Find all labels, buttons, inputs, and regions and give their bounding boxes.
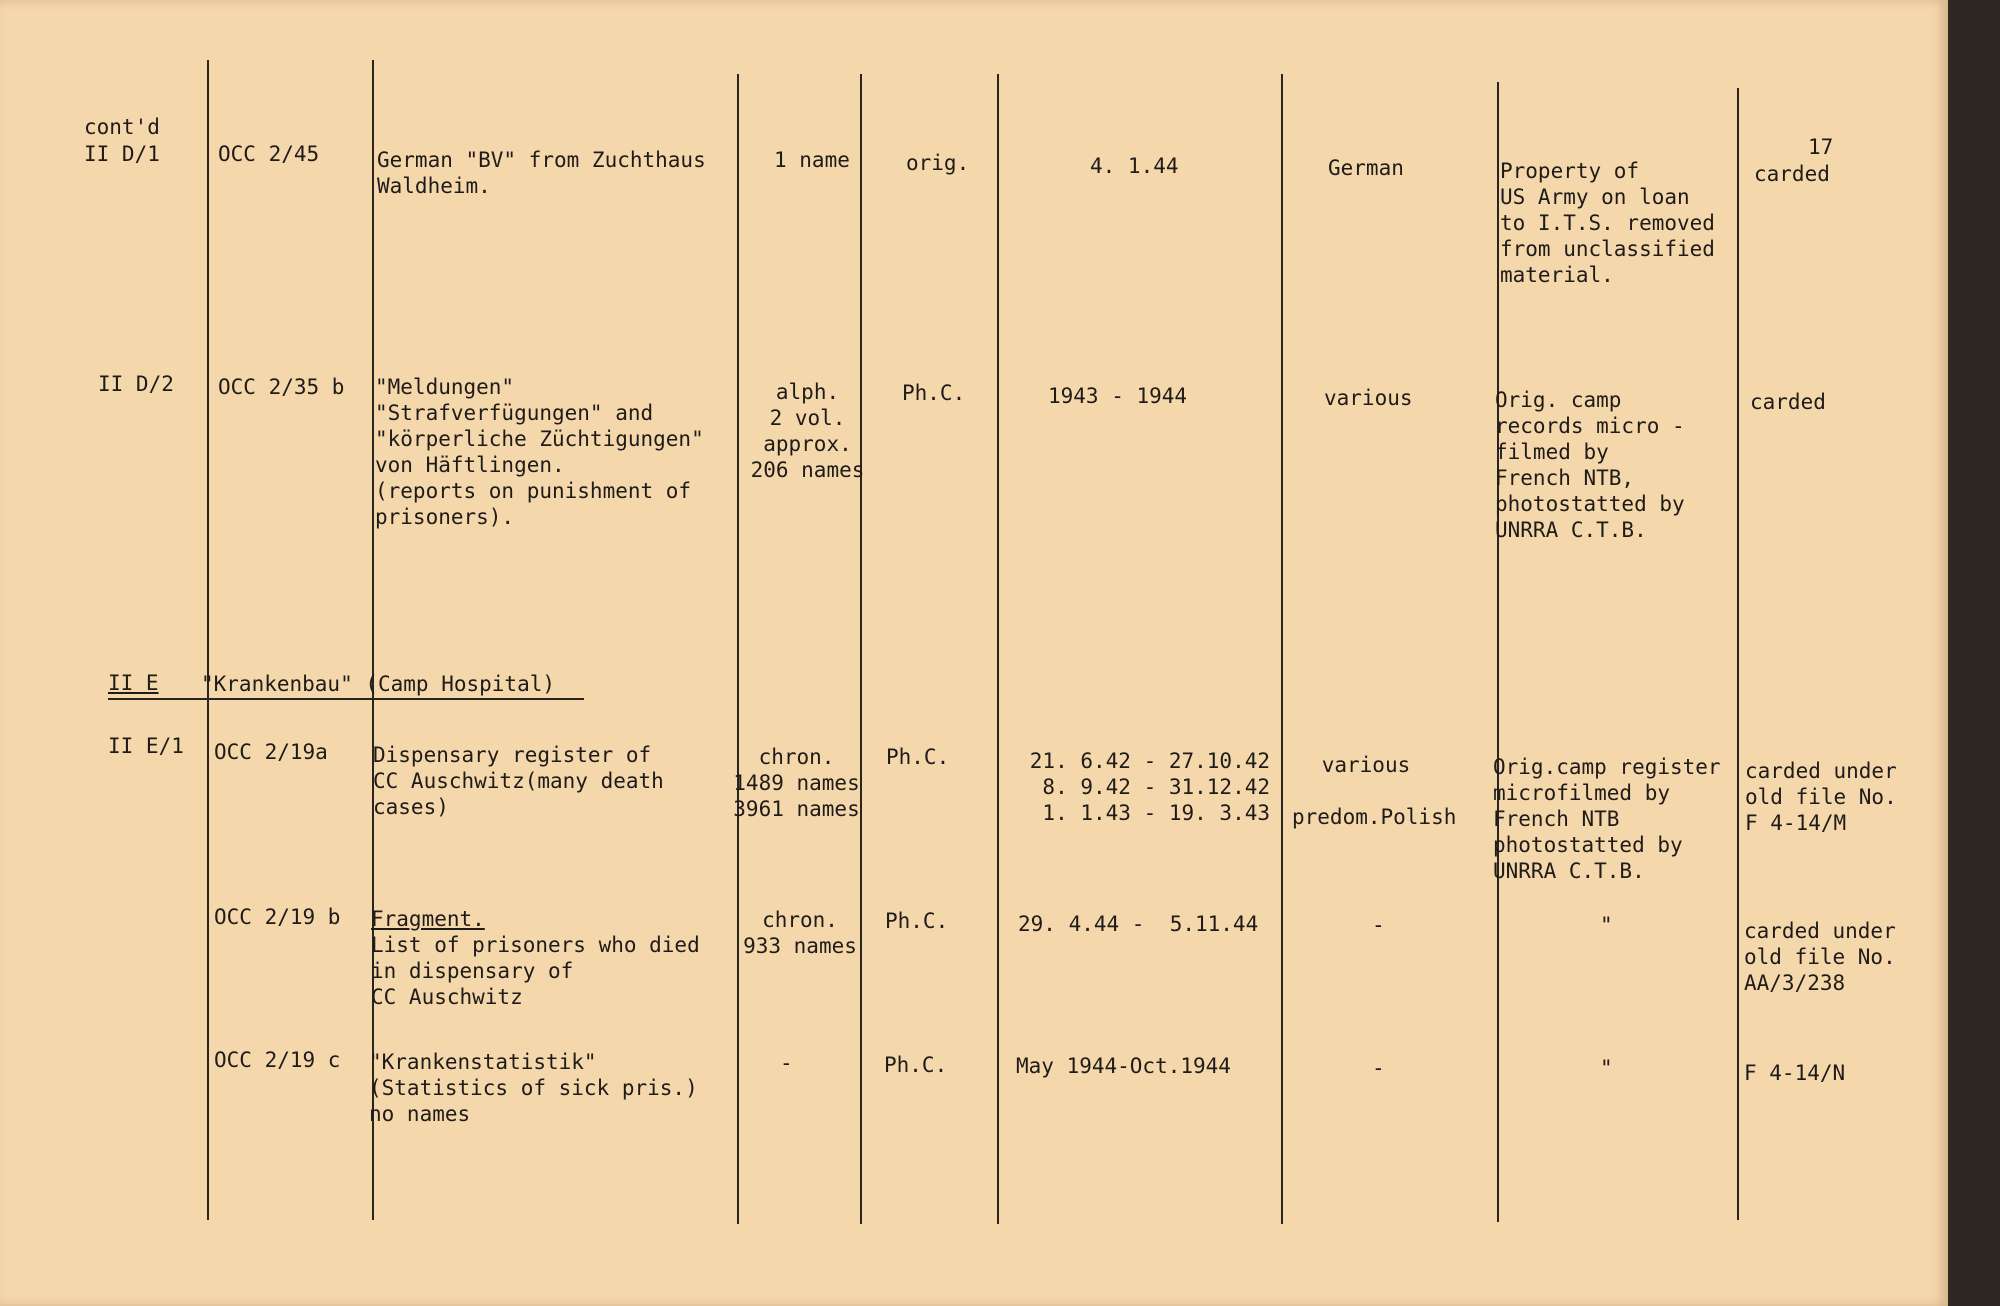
- binding-edge: [1948, 0, 2000, 1306]
- column-rule: [1737, 88, 1739, 1220]
- names-count: 1 name: [774, 148, 850, 172]
- remarks: Property of US Army on loan to I.T.S. removed from unclassified material.: [1500, 159, 1715, 287]
- description-title: Fragment.: [371, 907, 485, 931]
- column-rule: [1497, 82, 1499, 1222]
- remarks: ": [1600, 913, 1613, 937]
- date-range: 29. 4.44 - 5.11.44: [1018, 912, 1259, 936]
- reference-code: OCC 2/19 c: [214, 1048, 341, 1072]
- column-rule: [1281, 74, 1283, 1224]
- column-rule: [737, 74, 739, 1224]
- language: various: [1324, 386, 1413, 410]
- description: "Krankenstatistik" (Statistics of sick pris.) no names: [369, 1050, 698, 1126]
- date-range: 21. 6.42 - 27.10.42 8. 9.42 - 31.12.42 1. 1.43 - 19. 3.43: [1029, 749, 1270, 825]
- reference-code: OCC 2/19a: [214, 740, 328, 764]
- section-title: "Krankenbau" (Camp Hospital): [201, 672, 556, 696]
- original-type: Ph.C.: [885, 909, 949, 933]
- date-range: 1943 - 1944: [1048, 384, 1188, 408]
- language: -: [1372, 1056, 1385, 1080]
- reference-code: OCC 2/35 b: [218, 375, 345, 399]
- description: "Meldungen" "Strafverfügungen" and "körperliche Züchtigungen" von Häftlingen. (reports on punishment of prisoners).: [375, 375, 704, 529]
- card-status: carded under old file No. AA/3/238: [1744, 919, 1896, 995]
- description: Dispensary register of CC Auschwitz(many death cases): [373, 743, 664, 819]
- remarks: Orig. camp records micro - filmed by French NTB, photostatted by UNRRA C.T.B.: [1495, 388, 1685, 542]
- names-count: chron. 933 names: [743, 908, 857, 958]
- reference-code: OCC 2/19 b: [214, 905, 341, 929]
- page-number: 17: [1808, 135, 1834, 159]
- column-rule: [860, 74, 862, 1224]
- cont-label: cont'd: [84, 115, 160, 139]
- names-count: -: [780, 1051, 793, 1075]
- entry-number: II E/1: [108, 734, 184, 758]
- card-status: carded: [1750, 390, 1826, 414]
- entry-number: II D/2: [98, 372, 174, 396]
- remarks: Orig.camp register microfilmed by French NTB photostatted by UNRRA C.T.B.: [1493, 755, 1721, 883]
- card-status: carded under old file No. F 4-14/M: [1745, 759, 1897, 835]
- language: German: [1328, 156, 1404, 180]
- card-status: F 4-14/N: [1744, 1061, 1846, 1085]
- names-count: alph. 2 vol. approx. 206 names: [750, 380, 865, 482]
- original-type: Ph.C.: [902, 381, 966, 405]
- entry-number: II D/1: [84, 142, 160, 166]
- language: -: [1372, 913, 1385, 937]
- section-underline: [108, 698, 584, 700]
- original-type: Ph.C.: [884, 1053, 948, 1077]
- column-rule: [207, 60, 209, 1220]
- language: various predom.Polish: [1292, 753, 1457, 829]
- section-number: II E: [108, 671, 159, 695]
- original-type: Ph.C.: [886, 745, 950, 769]
- remarks: ": [1600, 1056, 1613, 1080]
- column-rule: [997, 74, 999, 1224]
- reference-code: OCC 2/45: [218, 142, 320, 166]
- description: List of prisoners who died in dispensary of CC Auschwitz: [371, 933, 700, 1009]
- column-rule: [372, 60, 374, 1220]
- date-range: 4. 1.44: [1090, 154, 1179, 178]
- date-range: May 1944-Oct.1944: [1016, 1054, 1231, 1078]
- card-status: carded: [1754, 162, 1830, 186]
- description: German "BV" from Zuchthaus Waldheim.: [377, 148, 706, 198]
- names-count: chron. 1489 names 3961 names: [733, 745, 860, 821]
- original-type: orig.: [906, 151, 970, 175]
